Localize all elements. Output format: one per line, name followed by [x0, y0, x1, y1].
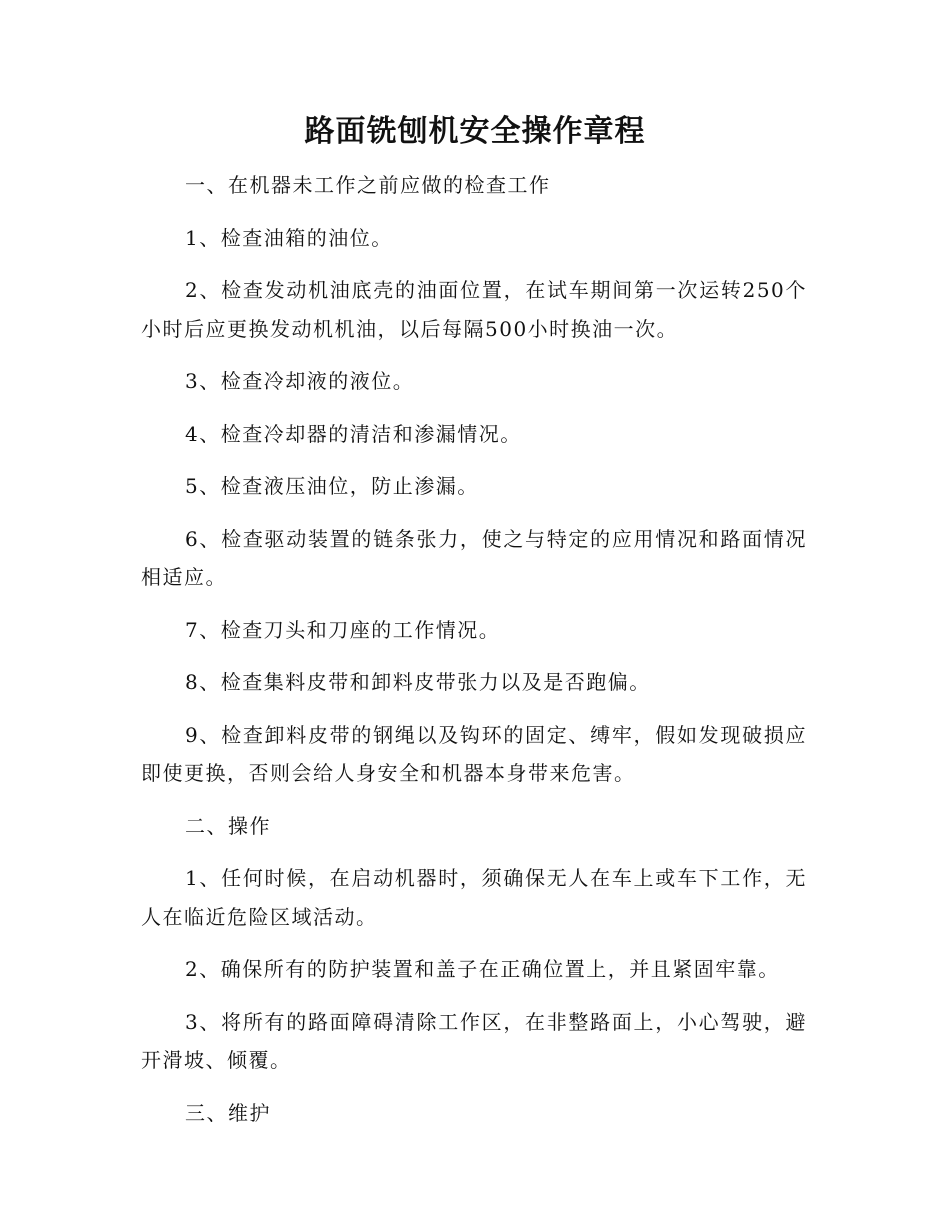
section-heading-inspection: 一、在机器未工作之前应做的检查工作 [185, 173, 551, 197]
paragraph-item: 1、检查油箱的油位。 [185, 225, 393, 250]
paragraph-item: 2、确保所有的防护装置和盖子在正确位置上，并且紧固牢靠。 [185, 957, 780, 981]
paragraph-item: 1、任何时候，在启动机器时，须确保无人在车上或车下工作，无人在临近危险区域活动。 [141, 866, 807, 929]
paragraph-item: 3、检查冷却液的液位。 [185, 369, 415, 393]
paragraph-item: 6、检查驱动装置的链条张力，使之与特定的应用情况和路面情况相适应。 [141, 526, 807, 589]
paragraph-item: 2、检查发动机油底壳的油面位置，在试车期间第一次运转250个小时后应更换发动机机油，以后每隔500小时换油一次。 [141, 278, 807, 341]
document-body [141, 166, 807, 1146]
paragraph-item: 8、检查集料皮带和卸料皮带张力以及是否跑偏。 [185, 670, 651, 694]
document-title: 路面铣刨机安全操作章程 [304, 114, 646, 149]
paragraph-item: 7、检查刀头和刀座的工作情况。 [185, 617, 501, 642]
paragraph-item: 3、将所有的路面障碍清除工作区，在非整路面上，小心驾驶，避开滑坡、倾覆。 [141, 1009, 807, 1072]
section-heading-operation: 二、操作 [185, 813, 271, 838]
paragraph-item: 4、检查冷却器的清洁和渗漏情况。 [185, 421, 522, 446]
paragraph-item: 9、检查卸料皮带的钢绳以及钩环的固定、缚牢，假如发现破损应即使更换，否则会给人身安全和机器本身带来危害。 [141, 722, 807, 785]
section-heading-maintenance: 三、维护 [185, 1100, 271, 1125]
paragraph-item: 5、检查液压油位，防止渗漏。 [185, 474, 479, 498]
